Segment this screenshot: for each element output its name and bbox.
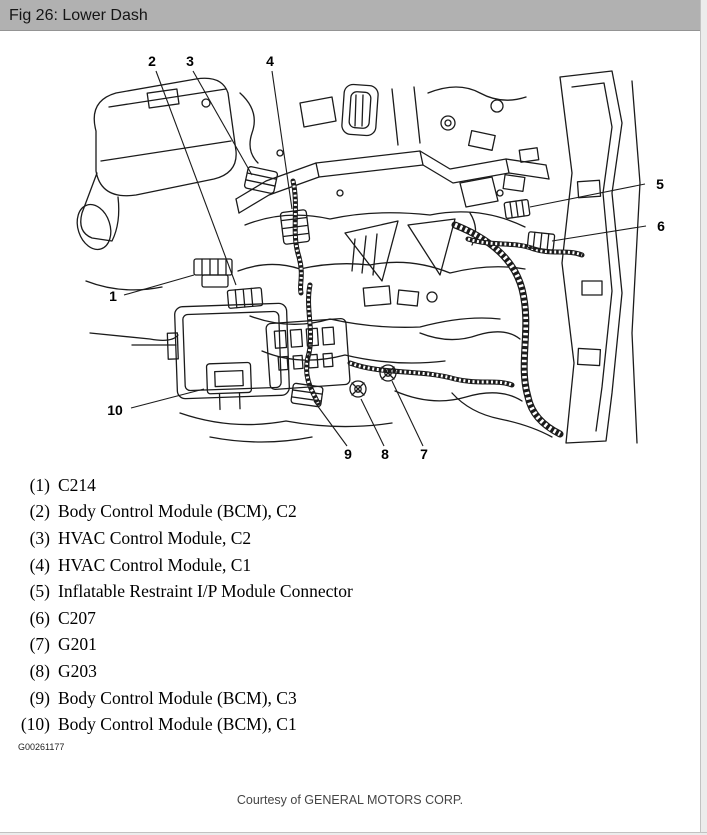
legend-item-label: Body Control Module (BCM), C2 <box>58 501 297 522</box>
wiring-harness-main <box>455 225 560 434</box>
callout-2 <box>148 53 236 285</box>
svg-text:3: 3 <box>186 53 194 69</box>
callout-8 <box>361 399 389 462</box>
callout-7 <box>392 381 428 462</box>
legend-item-label: G201 <box>58 634 97 655</box>
svg-text:4: 4 <box>266 53 274 69</box>
callout-9 <box>314 401 352 462</box>
svg-text:8: 8 <box>381 446 389 462</box>
courtesy-footer: Courtesy of GENERAL MOTORS CORP. <box>236 793 464 807</box>
window-edge-right <box>700 0 707 835</box>
legend-item-number: (10) <box>20 714 50 735</box>
legend-item <box>8 658 353 685</box>
vent-grille <box>341 84 378 136</box>
right-pillar <box>560 71 640 443</box>
legend-item-number: (1) <box>29 474 50 495</box>
legend-item-number: (8) <box>29 660 50 681</box>
legend-item <box>8 632 353 659</box>
svg-text:9: 9 <box>344 446 352 462</box>
bcm-module <box>166 303 290 411</box>
wiring-harness-lower <box>350 363 512 385</box>
legend-item <box>8 605 353 632</box>
figure-title: Fig 26: Lower Dash <box>9 7 148 24</box>
g203-ground-bolt <box>350 381 366 397</box>
legend-item-label: Inflatable Restraint I/P Module Connector <box>58 581 353 602</box>
legend <box>8 472 353 738</box>
svg-text:6: 6 <box>657 218 665 234</box>
callouts <box>107 53 665 462</box>
c214-connector <box>194 259 232 287</box>
legend-item <box>8 552 353 579</box>
legend-item <box>8 525 353 552</box>
legend-item-label: HVAC Control Module, C1 <box>58 554 252 575</box>
callout-10 <box>107 389 204 418</box>
c207-connector <box>527 232 555 251</box>
wiring-harness-center <box>293 181 301 293</box>
svg-text:5: 5 <box>656 176 664 192</box>
legend-item-number: (7) <box>29 634 50 655</box>
callout-6 <box>552 218 665 241</box>
legend-item <box>8 472 353 499</box>
legend-item-number: (4) <box>29 554 50 575</box>
svg-text:10: 10 <box>107 402 123 418</box>
figure-code: G00261177 <box>18 742 65 752</box>
lower-details <box>86 281 552 442</box>
legend-item-label: HVAC Control Module, C2 <box>58 527 252 548</box>
figure-title-bar <box>0 0 700 31</box>
legend-item-label: Body Control Module (BCM), C1 <box>58 714 297 735</box>
legend-item-label: C207 <box>58 607 96 628</box>
svg-text:7: 7 <box>420 446 428 462</box>
legend-item <box>8 499 353 526</box>
legend-item-label: Body Control Module (BCM), C3 <box>58 687 297 708</box>
legend-item-number: (6) <box>29 607 50 628</box>
callout-3 <box>186 53 252 175</box>
legend-item-number: (9) <box>29 687 50 708</box>
legend-item <box>8 578 353 605</box>
legend-item-number: (2) <box>29 501 50 522</box>
lower-dash-illustration <box>0 33 707 465</box>
svg-text:2: 2 <box>148 53 156 69</box>
legend-item <box>8 685 353 712</box>
ip-module-connector <box>504 199 530 218</box>
legend-item-label: G203 <box>58 660 97 681</box>
legend-item-label: C214 <box>58 474 96 495</box>
svg-text:1: 1 <box>109 288 117 304</box>
legend-item-number: (5) <box>29 581 50 602</box>
steering-column <box>72 78 258 254</box>
legend-item <box>8 711 353 738</box>
legend-item-number: (3) <box>29 527 50 548</box>
